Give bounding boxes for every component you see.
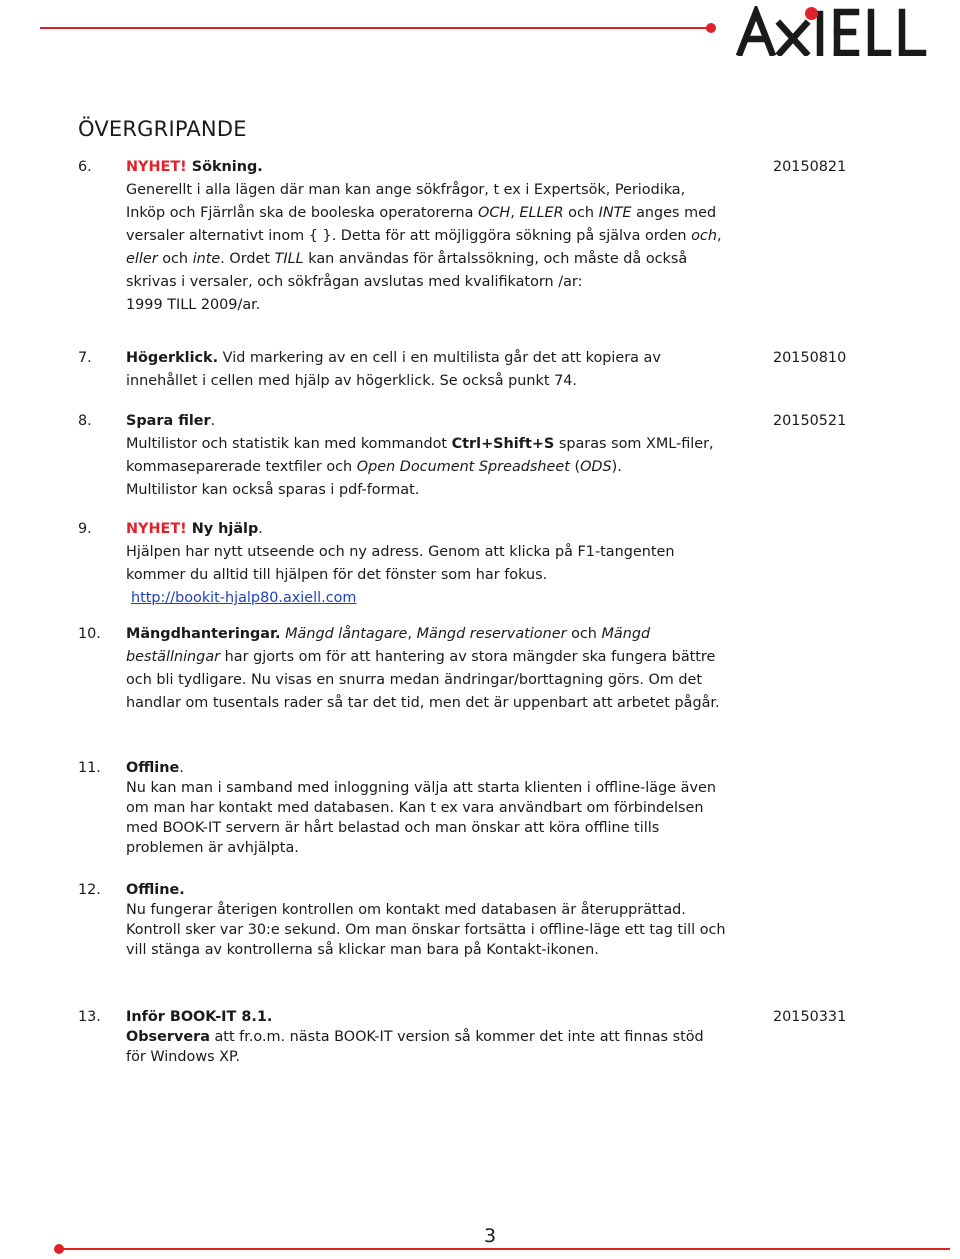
item-number: 12. bbox=[78, 882, 101, 898]
new-badge: NYHET! bbox=[126, 521, 187, 537]
item-text: Högerklick. Vid markering av en cell i en multilista går det att kopiera av innehållet i cellen med hjälp av högerklick. Se också punkt 74. bbox=[126, 350, 661, 389]
item-title: Högerklick. bbox=[126, 350, 219, 366]
footer-rule bbox=[60, 1248, 950, 1250]
help-link[interactable]: http://bookit-hjalp80.axiell.com bbox=[131, 590, 357, 606]
item-12 bbox=[78, 880, 728, 960]
item-text: Hjälpen har nytt utseende och ny adress. Genom att klicka på F1-tangenten kommer du alltid till hjälpen för det fönster som har fokus. bbox=[126, 544, 675, 583]
item-title: Spara filer bbox=[126, 413, 211, 429]
item-text: Mängdhanteringar. Mängd låntagare, Mängd reservationer och Mängd beställningar har gjorts om för att hantering av stora mängder ska fungera bättre och bli tydligare. Nu visas en snurra medan ändringar/borttagning görs. Om det handlar om tusentals rader så tar det tid, men det är uppenbart att arbetet pågår. bbox=[126, 626, 720, 711]
page-number: 3 bbox=[484, 1225, 497, 1247]
keyboard-shortcut: Ctrl+Shift+S bbox=[451, 436, 555, 452]
footer-rule-dot bbox=[54, 1244, 64, 1254]
item-number: 9. bbox=[78, 521, 92, 537]
item-title: Offline. bbox=[126, 882, 185, 898]
item-title: Inför BOOK-IT 8.1. bbox=[126, 1009, 273, 1025]
item-8: 8. 20150521 Spara filer. Multilistor och statistik kan med kommandot Ctrl+Shift+S sparas som XML-filer, kommaseparerade textfiler och Open Document Spreadsheet (ODS). Multilistor kan också sparas i pdf-format. bbox=[78, 410, 728, 502]
item-text: Observera att fr.o.m. nästa BOOK-IT version så kommer det inte att finnas stöd för Windows XP. bbox=[126, 1029, 704, 1065]
item-date: 20150521 bbox=[773, 413, 847, 429]
item-text: Multilistor kan också sparas i pdf-format. bbox=[126, 482, 420, 498]
new-badge: NYHET! bbox=[126, 159, 187, 175]
header-rule bbox=[40, 27, 712, 29]
item-title: Mängdhanteringar. bbox=[126, 626, 281, 642]
item-title: Sökning. bbox=[186, 159, 263, 175]
item-text: Nu fungerar återigen kontrollen om kontakt med databasen är återupprättad. Kontroll sker var 30:e sekund. Om man önskar fortsätta i offline-läge ett tag till och vill stänga av kontrollerna så klickar man bara på Kontakt-ikonen. bbox=[126, 902, 726, 958]
item-number: 6. bbox=[78, 159, 92, 175]
item-example: 1999 TILL 2009/ar. bbox=[126, 297, 261, 313]
item-number: 7. bbox=[78, 350, 92, 366]
item-7 bbox=[78, 347, 847, 393]
item-number: 8. bbox=[78, 413, 92, 429]
item-text: Nu kan man i samband med inloggning välja att starta klienten i offline-läge även om man har kontakt med databasen. Kan t ex vara användbart om förbindelsen med BOOK-IT servern är hårt belastad och man önskar att köra offline tills problemen är avhjälpta. bbox=[126, 780, 716, 856]
item-date: 20150821 bbox=[773, 159, 847, 175]
item-date: 20150810 bbox=[773, 350, 847, 366]
item-10 bbox=[78, 623, 728, 715]
item-text: Multilistor och statistik kan med kommandot Ctrl+Shift+S sparas som XML-filer, kommaseparerade textfiler och Open Document Spreadsheet (ODS). bbox=[126, 436, 714, 475]
item-6 bbox=[78, 156, 847, 317]
item-13 bbox=[78, 1007, 847, 1067]
axiell-logo-dot bbox=[805, 7, 818, 20]
item-number: 10. bbox=[78, 626, 101, 642]
item-9: 9. NYHET! Ny hjälp. Hjälpen har nytt utseende och ny adress. Genom att klicka på F1-tangenten kommer du alltid till hjälpen för det fönster som har fokus. http://bookit-hjalp80.axiell.com bbox=[78, 518, 728, 610]
item-11: 11. Offline. Nu kan man i samband med inloggning välja att starta klienten i offline-läge även om man har kontakt med databasen. Kan t ex vara användbart om förbindelsen med BOOK-IT servern är hårt belastad och man önskar att köra offline tills problemen är avhjälpta. bbox=[78, 758, 728, 858]
item-title: Offline bbox=[126, 760, 180, 776]
item-title: Ny hjälp bbox=[186, 521, 259, 537]
section-heading: ÖVERGRIPANDE bbox=[78, 117, 247, 141]
item-number: 13. bbox=[78, 1009, 101, 1025]
item-date: 20150331 bbox=[773, 1009, 847, 1025]
item-text: Generellt i alla lägen där man kan ange sökfrågor, t ex i Expertsök, Periodika, Inköp och Fjärrlån ska de booleska operatorerna OCH, ELLER och INTE anges med versaler alternativt inom { }. Detta för att möjliggöra sökning på själva orden och, eller och inte. Ordet TILL kan användas för årtalssökning, och måste då också skrivas i versaler, och sökfrågan avslutas med kvalifikatorn /ar: bbox=[126, 182, 722, 290]
axiell-logo bbox=[736, 6, 932, 56]
header-rule-dot bbox=[706, 23, 716, 33]
item-number: 11. bbox=[78, 760, 101, 776]
